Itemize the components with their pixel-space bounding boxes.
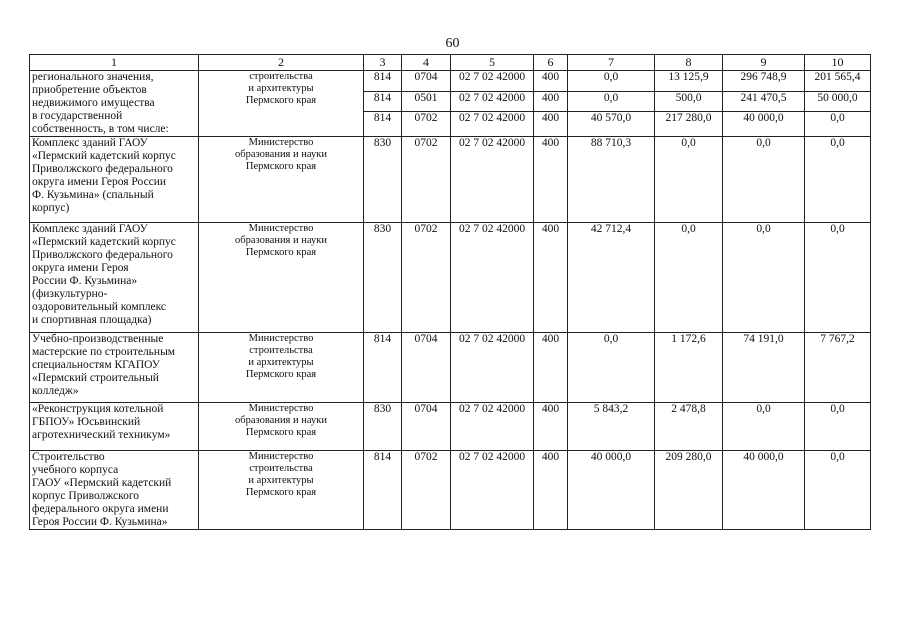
- cell-c9: 0,0: [723, 223, 805, 333]
- row-description: [30, 403, 199, 451]
- cell-c4: 0702: [402, 112, 451, 137]
- row-ministry-line: строительства: [249, 463, 313, 474]
- cell-c7: 0,0: [568, 91, 655, 112]
- cell-c6: 400: [534, 223, 568, 333]
- row-description-line: оздоровительный комплекс: [32, 301, 167, 313]
- row-description: [30, 137, 199, 223]
- row-description-line: федерального округа имени: [32, 503, 169, 515]
- table-row: [30, 403, 871, 451]
- row-ministry-line: и архитектуры: [248, 83, 314, 94]
- header-row: [30, 55, 871, 71]
- cell-c8: 2 478,8: [655, 403, 723, 451]
- table-row: [30, 333, 871, 403]
- table-row: [30, 71, 871, 92]
- row-description-line: Ф. Кузьмина» (спальный: [32, 189, 154, 201]
- row-description-line: колледж»: [32, 385, 79, 397]
- row-ministry: [199, 223, 364, 333]
- row-ministry: [199, 137, 364, 223]
- cell-c6: 400: [534, 403, 568, 451]
- row-ministry-line: Пермского края: [245, 369, 317, 380]
- row-description-line: «Реконструкция котельной: [32, 403, 164, 415]
- cell-c4: 0501: [402, 91, 451, 112]
- cell-c10: 0,0: [805, 112, 871, 137]
- row-description-line: учебного корпуса: [32, 464, 119, 476]
- cell-c4: 0702: [402, 223, 451, 333]
- cell-c6: 400: [534, 137, 568, 223]
- row-description-line: и спортивная площадка): [32, 314, 152, 326]
- row-description-line: России Ф. Кузьмина»: [32, 275, 138, 287]
- row-description-line: Приволжского федерального: [32, 249, 173, 261]
- row-description-line: собственность, в том числе:: [32, 123, 169, 135]
- row-ministry: [199, 71, 364, 137]
- cell-c10: 0,0: [805, 223, 871, 333]
- row-description-line: приобретение объектов: [32, 84, 147, 96]
- row-ministry-line: Министерство: [248, 223, 314, 234]
- row-ministry-line: и архитектуры: [248, 357, 314, 368]
- cell-c7: 42 712,4: [568, 223, 655, 333]
- row-description: [30, 223, 199, 333]
- cell-c3: 814: [364, 451, 402, 530]
- row-ministry-line: Пермского края: [245, 487, 317, 498]
- column-header: 10: [805, 55, 871, 71]
- row-description: [30, 451, 199, 530]
- cell-c9: 40 000,0: [723, 451, 805, 530]
- cell-c10: 0,0: [805, 137, 871, 223]
- cell-c5: 02 7 02 42000: [451, 137, 534, 223]
- cell-c10: 201 565,4: [805, 71, 871, 92]
- cell-c10: 50 000,0: [805, 91, 871, 112]
- row-ministry: [199, 451, 364, 530]
- cell-c8: 209 280,0: [655, 451, 723, 530]
- row-ministry-line: образования и науки: [235, 149, 327, 160]
- row-ministry-line: образования и науки: [235, 415, 327, 426]
- row-description-line: Героя России Ф. Кузьмина»: [32, 516, 168, 528]
- row-description-line: Комплекс зданий ГАОУ: [32, 223, 148, 235]
- cell-c5: 02 7 02 42000: [451, 333, 534, 403]
- row-ministry-line: Министерство: [248, 333, 314, 344]
- row-description-line: округа имени Героя России: [32, 176, 167, 188]
- cell-c8: 0,0: [655, 137, 723, 223]
- row-ministry-line: Пермского края: [245, 427, 317, 438]
- column-header: 4: [402, 55, 451, 71]
- cell-c4: 0702: [402, 451, 451, 530]
- row-description: [30, 71, 199, 137]
- cell-c9: 241 470,5: [723, 91, 805, 112]
- row-ministry: [199, 403, 364, 451]
- row-ministry-line: Пермского края: [245, 247, 317, 258]
- cell-c8: 217 280,0: [655, 112, 723, 137]
- row-description-line: (физкультурно-: [32, 288, 108, 300]
- cell-c9: 0,0: [723, 137, 805, 223]
- column-header: 1: [30, 55, 199, 71]
- table-row: [30, 223, 871, 333]
- row-ministry-line: и архитектуры: [248, 475, 314, 486]
- cell-c10: 0,0: [805, 451, 871, 530]
- cell-c4: 0704: [402, 403, 451, 451]
- column-header: 8: [655, 55, 723, 71]
- cell-c3: 830: [364, 223, 402, 333]
- cell-c7: 40 570,0: [568, 112, 655, 137]
- cell-c5: 02 7 02 42000: [451, 112, 534, 137]
- cell-c3: 814: [364, 71, 402, 92]
- row-description-line: ГБПОУ» Юсьвинский: [32, 416, 141, 428]
- row-description-line: корпус): [32, 202, 70, 214]
- cell-c3: 814: [364, 333, 402, 403]
- cell-c9: 74 191,0: [723, 333, 805, 403]
- cell-c5: 02 7 02 42000: [451, 223, 534, 333]
- row-ministry-line: Министерство: [248, 451, 314, 462]
- cell-c5: 02 7 02 42000: [451, 91, 534, 112]
- cell-c3: 830: [364, 403, 402, 451]
- row-description-line: «Пермский кадетский корпус: [32, 236, 176, 248]
- row-description-line: «Пермский строительный: [32, 372, 159, 384]
- row-description-line: агротехнический техникум»: [32, 429, 171, 441]
- cell-c6: 400: [534, 112, 568, 137]
- cell-c7: 0,0: [568, 333, 655, 403]
- row-description: [30, 333, 199, 403]
- cell-c4: 0704: [402, 333, 451, 403]
- table-row: [30, 451, 871, 530]
- cell-c8: 0,0: [655, 223, 723, 333]
- cell-c7: 88 710,3: [568, 137, 655, 223]
- row-ministry-line: Пермского края: [245, 161, 317, 172]
- page-number: 60: [445, 36, 460, 51]
- column-header: 6: [534, 55, 568, 71]
- cell-c7: 0,0: [568, 71, 655, 92]
- cell-c6: 400: [534, 71, 568, 92]
- cell-c3: 830: [364, 137, 402, 223]
- row-ministry-line: строительства: [249, 345, 313, 356]
- row-description-line: округа имени Героя: [32, 262, 129, 274]
- row-ministry-line: строительства: [249, 71, 313, 82]
- row-description-line: специальностям КГАПОУ: [32, 359, 160, 371]
- cell-c8: 1 172,6: [655, 333, 723, 403]
- cell-c3: 814: [364, 91, 402, 112]
- row-ministry-line: Министерство: [248, 137, 314, 148]
- cell-c6: 400: [534, 451, 568, 530]
- column-header: 9: [723, 55, 805, 71]
- cell-c10: 7 767,2: [805, 333, 871, 403]
- row-description-line: Приволжского федерального: [32, 163, 173, 175]
- row-description-line: Комплекс зданий ГАОУ: [32, 137, 148, 149]
- row-ministry-line: Министерство: [248, 403, 314, 414]
- cell-c4: 0702: [402, 137, 451, 223]
- cell-c5: 02 7 02 42000: [451, 403, 534, 451]
- cell-c5: 02 7 02 42000: [451, 71, 534, 92]
- cell-c8: 500,0: [655, 91, 723, 112]
- cell-c7: 5 843,2: [568, 403, 655, 451]
- column-header: 5: [451, 55, 534, 71]
- cell-c10: 0,0: [805, 403, 871, 451]
- cell-c7: 40 000,0: [568, 451, 655, 530]
- cell-c6: 400: [534, 333, 568, 403]
- cell-c6: 400: [534, 91, 568, 112]
- column-header: 7: [568, 55, 655, 71]
- cell-c3: 814: [364, 112, 402, 137]
- column-header: 3: [364, 55, 402, 71]
- row-description-line: «Пермский кадетский корпус: [32, 150, 176, 162]
- row-description-line: Строительство: [32, 451, 105, 463]
- row-description-line: мастерские по строительным: [32, 346, 176, 358]
- cell-c5: 02 7 02 42000: [451, 451, 534, 530]
- cell-c9: 40 000,0: [723, 112, 805, 137]
- row-ministry: [199, 333, 364, 403]
- row-ministry-line: образования и науки: [235, 235, 327, 246]
- table-row: [30, 137, 871, 223]
- row-description-line: Учебно-производственные: [32, 333, 164, 345]
- column-header: 2: [199, 55, 364, 71]
- cell-c9: 0,0: [723, 403, 805, 451]
- cell-c4: 0704: [402, 71, 451, 92]
- row-description-line: недвижимого имущества: [32, 97, 155, 109]
- row-description-line: корпус Приволжского: [32, 490, 140, 502]
- budget-table: [29, 54, 871, 530]
- row-description-line: ГАОУ «Пермский кадетский: [32, 477, 172, 489]
- row-ministry-line: Пермского края: [245, 95, 317, 106]
- row-description-line: регионального значения,: [32, 71, 154, 83]
- cell-c8: 13 125,9: [655, 71, 723, 92]
- row-description-line: в государственной: [32, 110, 123, 122]
- cell-c9: 296 748,9: [723, 71, 805, 92]
